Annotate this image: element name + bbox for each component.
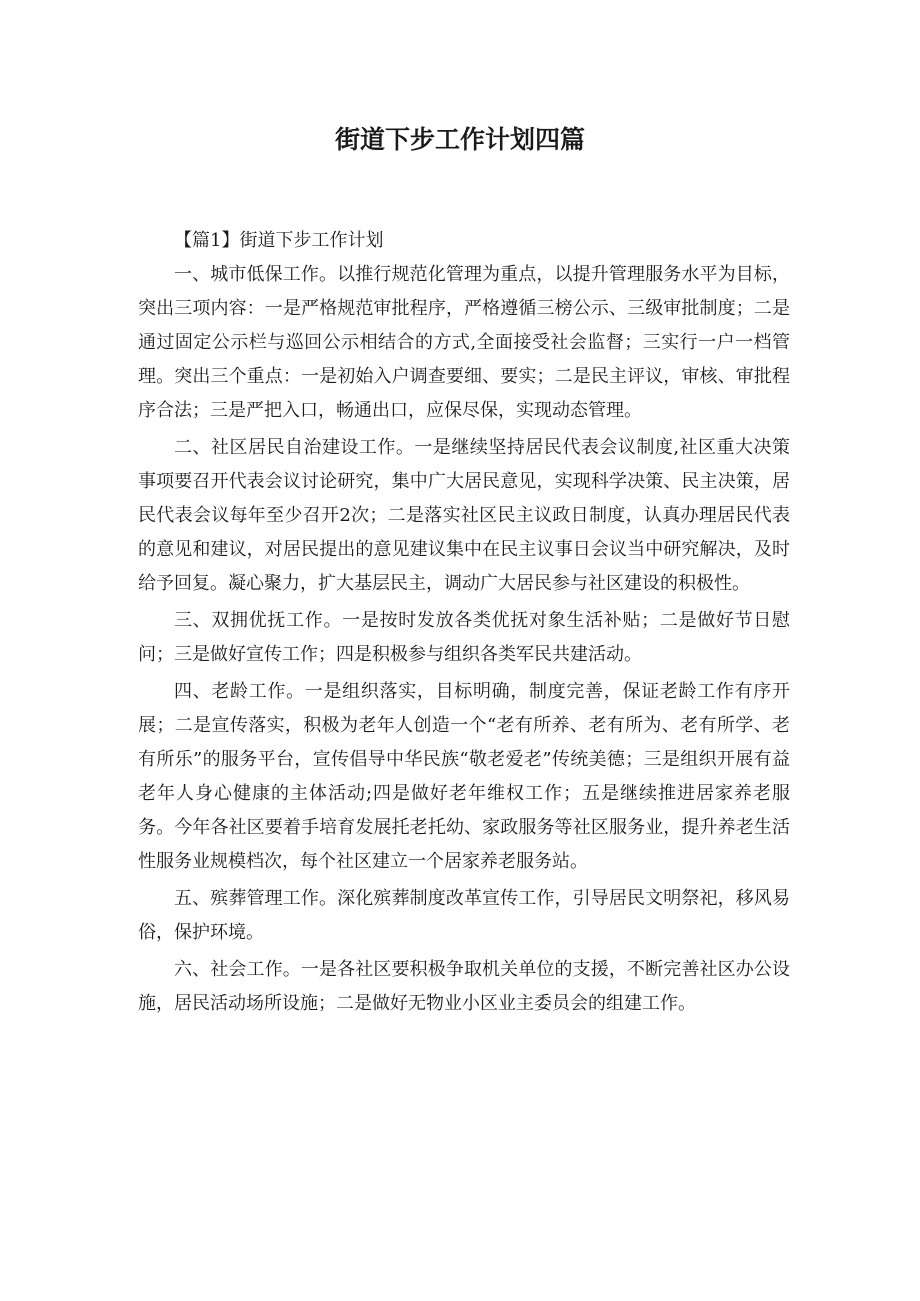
paragraph-resident-autonomy: 二、社区居民自治建设工作。一是继续坚持居民代表会议制度,社区重大决策事项要召开代表会议讨论研究，集中广大居民意见，实现科学决策、民主决策，居民代表会议每年至少召开2次；二是落实社区民主议政日制度，认真办理居民代表的意见和建议，对居民提出的意见建议集中在民主议事日会议当中研究解决，及时给予回复。凝心聚力，扩大基层民主，调动广大居民参与社区建设的积极性。 bbox=[138, 437, 790, 594]
paragraph-urban-subsistence: 一、城市低保工作。以推行规范化管理为重点，以提升管理服务水平为目标，突出三项内容：一是严格规范审批程序，严格遵循三榜公示、三级审批制度；二是通过固定公示栏与巡回公示相结合的方式,全面接受社会监督；三实行一户一档管理。突出三个重点：一是初始入户调查要细、要实；二是民主评议，审核、审批程序合法；三是严把入口，畅通出口，应保尽保，实现动态管理。 bbox=[138, 264, 790, 421]
paragraph-military-support: 三、双拥优抚工作。一是按时发放各类优抚对象生活补贴；二是做好节日慰问；三是做好宣传工作；四是积极参与组织各类军民共建活动。 bbox=[138, 610, 790, 665]
paragraph-elderly-work: 四、老龄工作。一是组织落实，目标明确，制度完善，保证老龄工作有序开展；二是宣传落实，积极为老年人创造一个“老有所养、老有所为、老有所学、老有所乐”的服务平台，宣传倡导中华民族“敬老爱老”传统美德；三是组织开展有益老年人身心健康的主体活动;四是做好老年维权工作；五是继续推进居家养老服务。今年各社区要着手培育发展托老托幼、家政服务等社区服务业，提升养老生活性服务业规模档次，每个社区建立一个居家养老服务站。 bbox=[138, 681, 790, 872]
paragraph-funeral-management: 五、殡葬管理工作。深化殡葬制度改革宣传工作，引导居民文明祭祀，移风易俗，保护环境。 bbox=[138, 888, 790, 943]
document-body bbox=[138, 224, 790, 1024]
document-title: 街道下步工作计划四篇 bbox=[334, 125, 585, 154]
section-heading: 【篇1】街道下步工作计划 bbox=[174, 230, 384, 251]
paragraph-social-work: 六、社会工作。一是各社区要积极争取机关单位的支援，不断完善社区办公设施，居民活动场所设施；二是做好无物业小区业主委员会的组建工作。 bbox=[138, 959, 790, 1014]
